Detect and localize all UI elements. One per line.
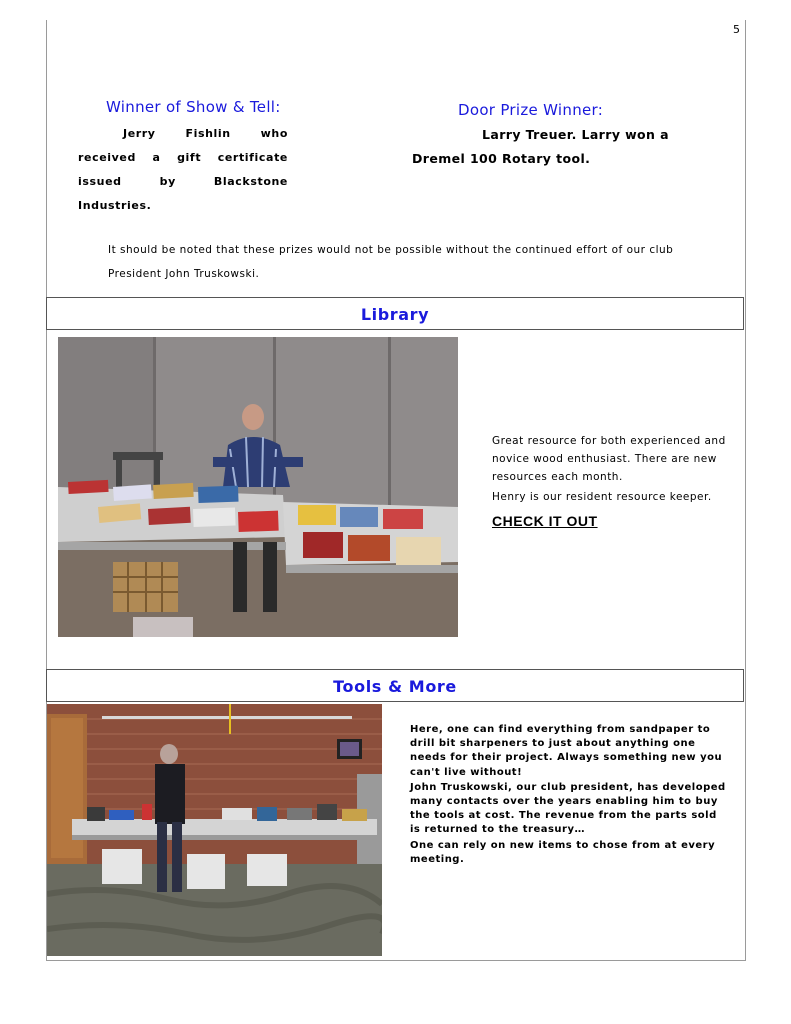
library-description bbox=[492, 432, 737, 532]
check-it-out-link[interactable]: CHECK IT OUT bbox=[492, 513, 598, 529]
tools-paragraph-1: Here, one can find everything from sandpaper to drill bit sharpeners to just about anything one needs for their project. Always something new you can't live without! bbox=[410, 724, 723, 778]
library-photo-illustration bbox=[58, 337, 458, 637]
library-paragraph-1: Great resource for both experienced and novice wood enthusiast. There are new resources each month. bbox=[492, 435, 726, 483]
library-photo bbox=[58, 337, 458, 637]
tools-paragraph-2: John Truskowski, our club president, has developed many contacts over the years enabling him to buy the tools at cost. The revenue from the parts sold is returned to the treasury… bbox=[410, 781, 726, 836]
tools-description bbox=[410, 723, 728, 868]
show-and-tell-text: Jerry Fishlin who received a gift certificate issued by Blackstone Industries. bbox=[78, 127, 288, 212]
library-paragraph-2: Henry is our resident resource keeper. bbox=[492, 491, 712, 503]
tools-photo-illustration bbox=[47, 704, 382, 956]
door-prize-text: Larry Treuer. Larry won a Dremel 100 Rotary tool. bbox=[412, 127, 669, 166]
door-prize-heading: Door Prize Winner: bbox=[458, 101, 604, 119]
library-section-title: Library bbox=[46, 297, 744, 330]
tools-photo bbox=[47, 704, 382, 956]
show-and-tell-body bbox=[78, 122, 288, 218]
show-and-tell-heading: Winner of Show & Tell: bbox=[106, 98, 281, 116]
tools-paragraph-3: One can rely on new items to chose from at every meeting. bbox=[410, 839, 716, 865]
prizes-note: It should be noted that these prizes would not be possible without the continued effort of our club President John Truskowski. bbox=[108, 244, 674, 280]
door-prize-body bbox=[412, 123, 682, 171]
page-number: 5 bbox=[733, 23, 740, 36]
tools-section-title: Tools & More bbox=[46, 669, 744, 702]
